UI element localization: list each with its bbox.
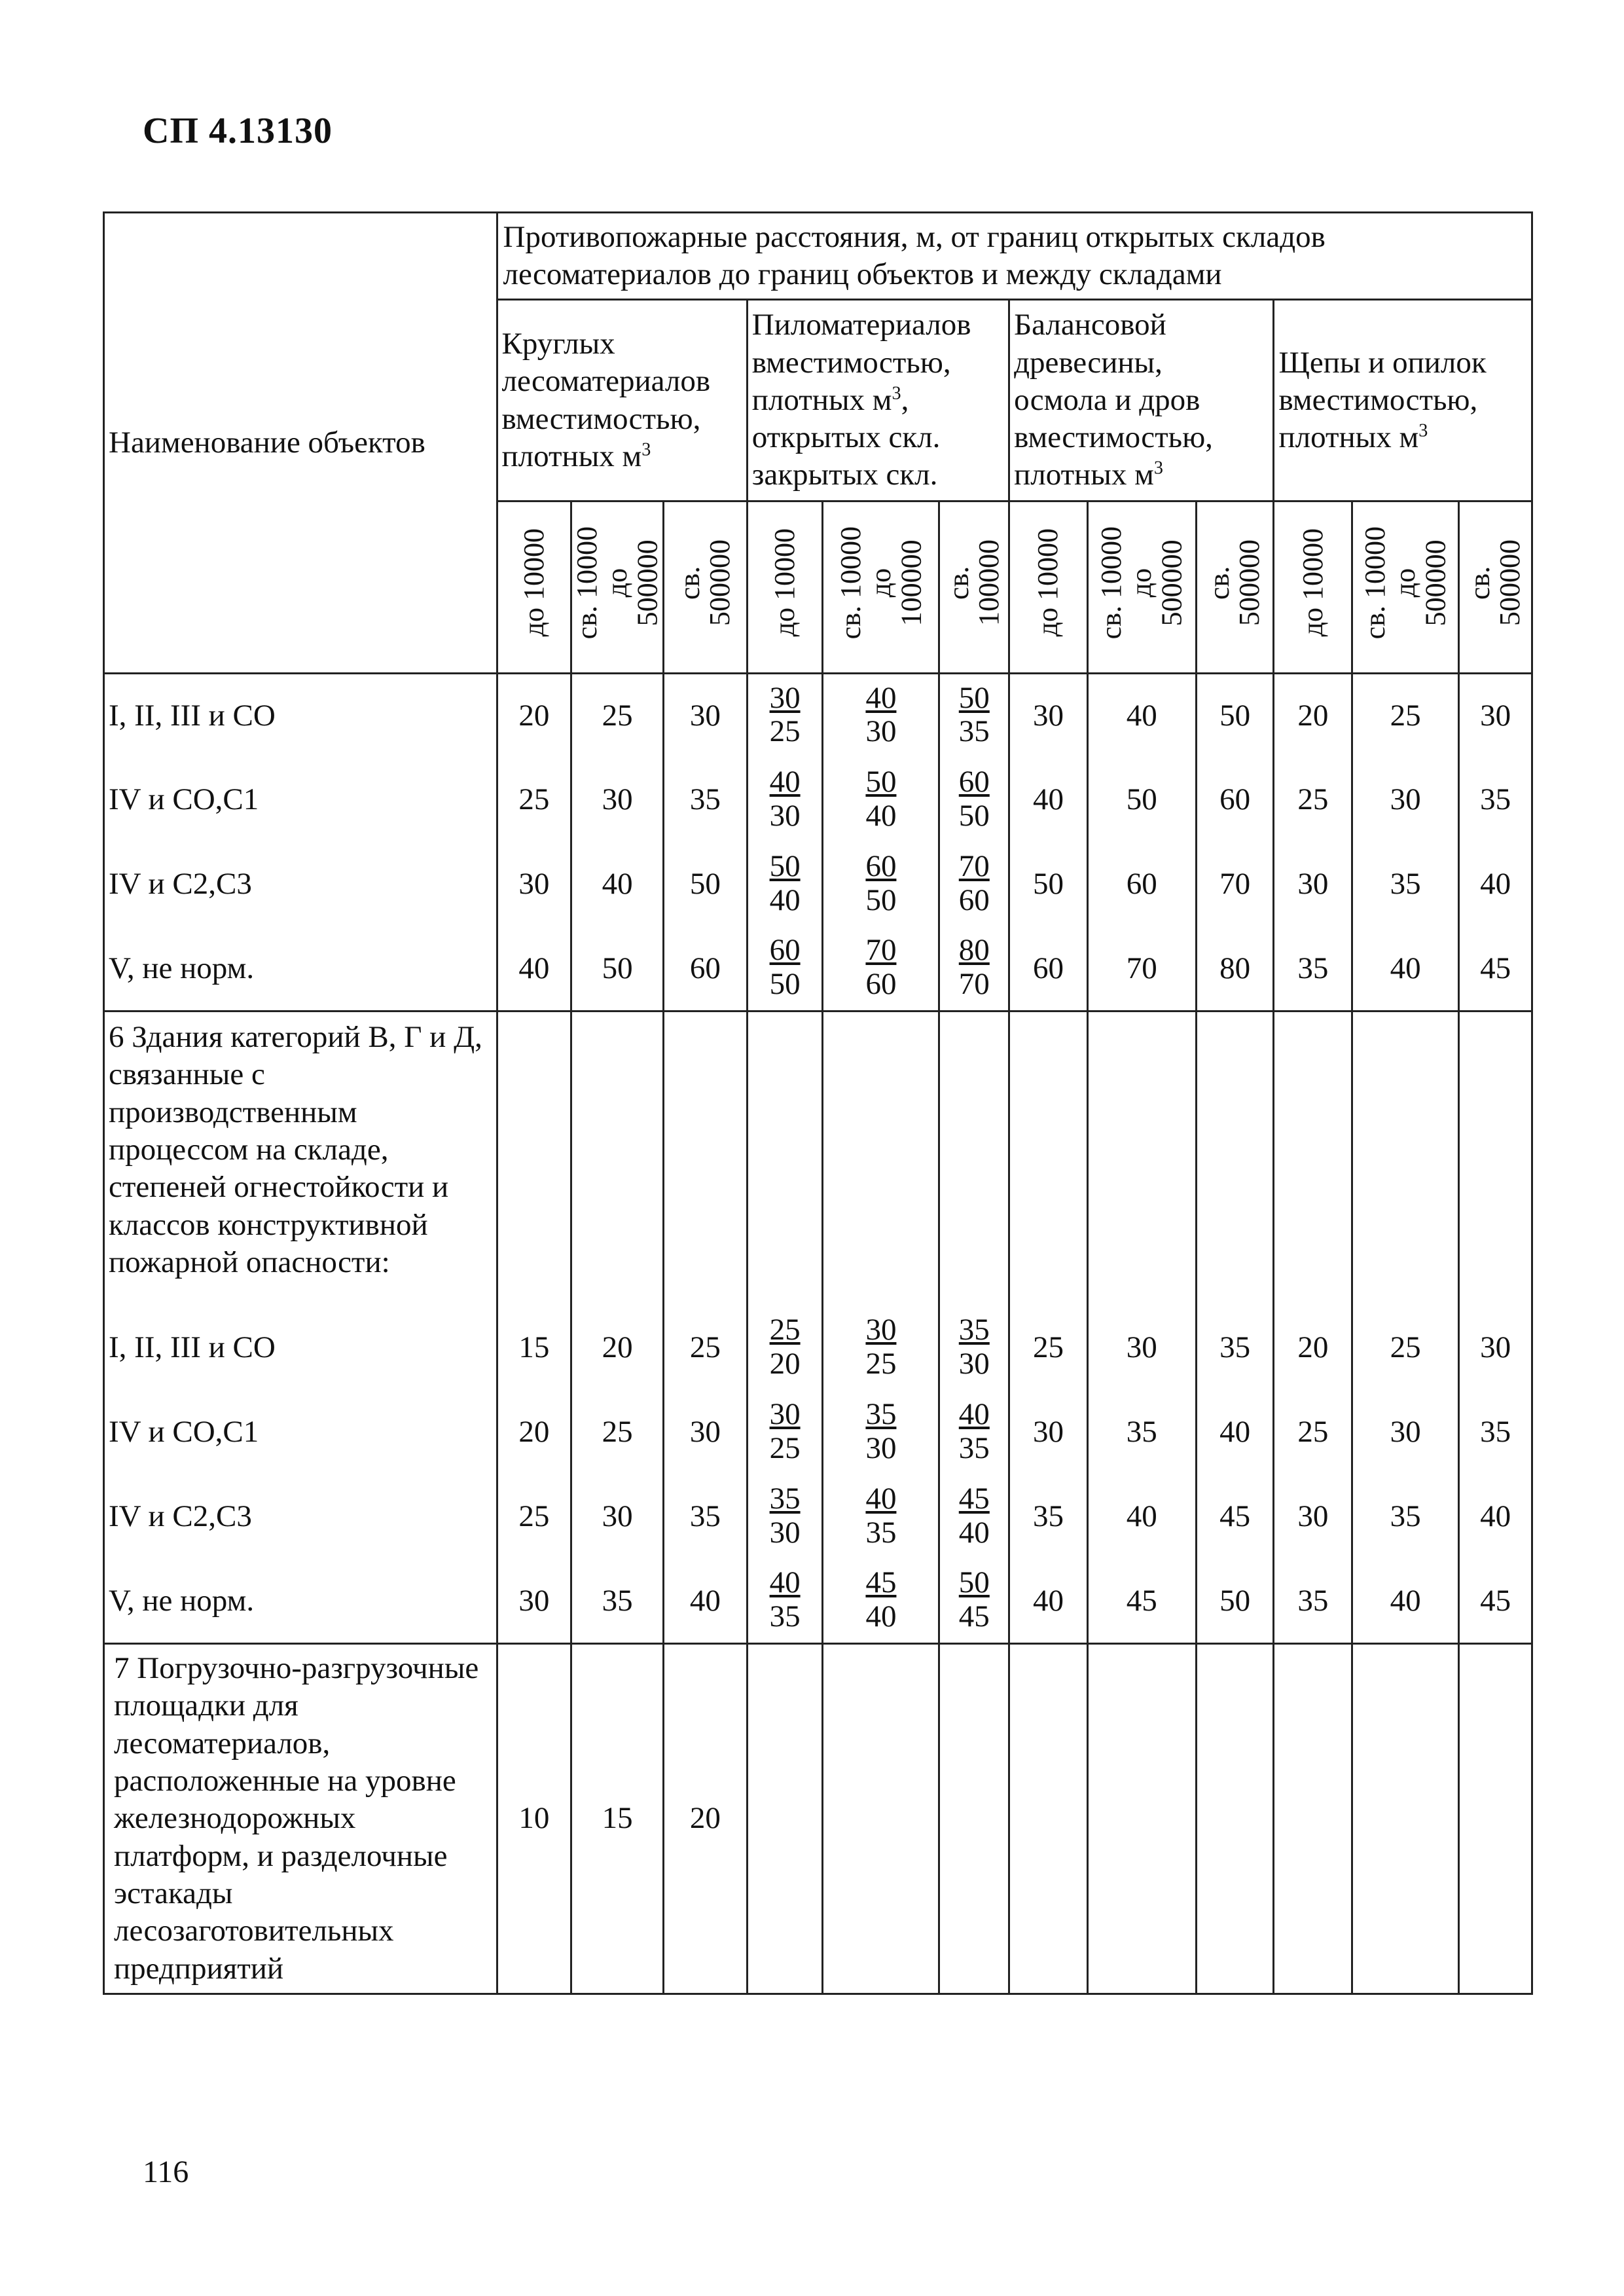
table-cell [939, 1475, 1009, 1559]
table-cell: 25 [571, 674, 664, 758]
fraction-value: $\frac{35}{30}$ [769, 1481, 801, 1550]
table-body-section-7 [104, 1644, 1532, 1994]
table-body-section-6 [104, 1011, 1532, 1644]
fraction-value: $\frac{35}{30}$ [958, 1312, 990, 1381]
header-group-line: Щепы и опилок [1278, 345, 1487, 380]
row-name: V, не норм. [104, 1559, 497, 1644]
table-cell [747, 1306, 823, 1391]
table-cell [1459, 1011, 1532, 1306]
table-cell: 60 [1009, 927, 1088, 1011]
table-row [104, 758, 1532, 843]
table-cell: 40 [1009, 1559, 1088, 1644]
table-cell: 35 [1009, 1475, 1088, 1559]
table-row [104, 1644, 1532, 1994]
table-cell [664, 1011, 748, 1306]
header-group-line: вместимостью, [501, 401, 701, 436]
row-name: IV и С2,С3 [104, 1475, 497, 1559]
header-subcolumn-11: св. 10000 до 500000 [1352, 501, 1459, 674]
header-group-line: плотных $м^3$, [751, 382, 909, 417]
fraction-value: $\frac{45}{40}$ [958, 1481, 990, 1550]
table-cell: 80 [1196, 927, 1274, 1011]
table-cell: 30 [1087, 1306, 1196, 1391]
header-group-line: Круглых [501, 326, 615, 361]
header-group-line: плотных $м^3$ [501, 439, 651, 473]
table-cell: 50 [1087, 758, 1196, 843]
table-cell: 30 [664, 1391, 748, 1475]
header-subcolumn-6: св. 100000 [939, 501, 1009, 674]
fraction-value: $\frac{35}{30}$ [865, 1396, 897, 1465]
table-cell: 10 [497, 1644, 571, 1994]
table-cell: 20 [1274, 1306, 1352, 1391]
header-group-line: вместимостью, [751, 345, 951, 380]
table-cell [571, 1011, 664, 1306]
fraction-value: $\frac{50}{40}$ [865, 764, 897, 833]
table-cell: 40 [664, 1559, 748, 1644]
table-cell: 40 [497, 927, 571, 1011]
table-cell: 40 [1352, 1559, 1459, 1644]
table-cell: 60 [1196, 758, 1274, 843]
header-subcolumn-7: до 10000 [1009, 501, 1088, 674]
header-group-line: закрытых скл. [751, 458, 938, 492]
header-subcolumn-2: св. 10000 до 500000 [571, 501, 664, 674]
fraction-value: $\frac{30}{25}$ [865, 1312, 897, 1381]
row-name: I, II, III и СО [104, 674, 497, 758]
table-cell [1009, 1644, 1088, 1994]
table-cell: 25 [497, 1475, 571, 1559]
table-cell: 30 [1459, 674, 1532, 758]
table-cell [823, 758, 939, 843]
table-cell: 60 [664, 927, 748, 1011]
table-cell: 30 [1274, 843, 1352, 927]
table-row [104, 1306, 1532, 1391]
table-cell [823, 1011, 939, 1306]
table-cell: 35 [664, 1475, 748, 1559]
fraction-value: $\frac{80}{70}$ [958, 933, 990, 1001]
header-subcolumn-1: до 10000 [497, 501, 571, 674]
header-subcolumn-9: св. 500000 [1196, 501, 1274, 674]
table-cell: 40 [1087, 674, 1196, 758]
fraction-value: $\frac{25}{20}$ [769, 1312, 801, 1381]
table-cell [747, 1475, 823, 1559]
table-cell [1274, 1644, 1352, 1994]
table-cell: 20 [497, 1391, 571, 1475]
table-cell: 30 [1459, 1306, 1532, 1391]
row-name: IV и С2,С3 [104, 843, 497, 927]
table-cell: 70 [1087, 927, 1196, 1011]
table-cell: 45 [1459, 1559, 1532, 1644]
header-subcolumn-8: св. 10000 до 500000 [1087, 501, 1196, 674]
table-cell [747, 1644, 823, 1994]
table-cell [747, 1559, 823, 1644]
table-cell [939, 758, 1009, 843]
table-row [104, 927, 1532, 1011]
table-cell: 25 [1274, 758, 1352, 843]
table-cell [823, 927, 939, 1011]
row-name: V, не норм. [104, 927, 497, 1011]
table-cell: 40 [1196, 1391, 1274, 1475]
table-row [104, 674, 1532, 758]
table-cell [747, 758, 823, 843]
table-cell: 45 [1459, 927, 1532, 1011]
table-cell [747, 1011, 823, 1306]
fraction-value: $\frac{50}{35}$ [958, 680, 990, 749]
fraction-value: $\frac{60}{50}$ [769, 933, 801, 1001]
table-cell: 40 [1087, 1475, 1196, 1559]
table-cell: 25 [1352, 674, 1459, 758]
table-cell: 25 [497, 758, 571, 843]
table-cell [939, 843, 1009, 927]
table-cell: 20 [664, 1644, 748, 1994]
table-cell: 30 [571, 758, 664, 843]
table-cell [497, 1011, 571, 1306]
table-header [104, 213, 1532, 674]
fraction-value: $\frac{40}{35}$ [958, 1396, 990, 1465]
table-cell [939, 1391, 1009, 1475]
table-cell: 50 [1009, 843, 1088, 927]
fraction-value: $\frac{70}{60}$ [958, 848, 990, 917]
table-cell: 30 [1352, 758, 1459, 843]
header-group-4 [1274, 300, 1532, 501]
fraction-value: $\frac{60}{50}$ [865, 848, 897, 917]
header-subcolumn-4: до 10000 [747, 501, 823, 674]
header-group-line: плотных $м^3$ [1278, 420, 1428, 455]
table-cell [939, 1306, 1009, 1391]
table-cell: 30 [1009, 1391, 1088, 1475]
table-cell: 35 [1274, 1559, 1352, 1644]
table-cell: 15 [497, 1306, 571, 1391]
fraction-value: $\frac{40}{35}$ [865, 1481, 897, 1550]
table-cell [939, 1011, 1009, 1306]
header-subcolumn-3: св. 500000 [664, 501, 748, 674]
table-cell: 50 [1196, 674, 1274, 758]
header-group-line: вместимостью, [1278, 382, 1478, 417]
table-cell: 30 [571, 1475, 664, 1559]
table-cell: 20 [497, 674, 571, 758]
table-cell: 30 [497, 1559, 571, 1644]
table-cell [747, 843, 823, 927]
table-cell: 35 [664, 758, 748, 843]
header-group-line: древесины, [1014, 345, 1163, 380]
fire-distance-table [103, 211, 1533, 1995]
table-cell: 45 [1087, 1559, 1196, 1644]
table-cell [823, 674, 939, 758]
table-cell [823, 1559, 939, 1644]
table-cell: 30 [1274, 1475, 1352, 1559]
table-cell [939, 927, 1009, 1011]
table-cell: 35 [1087, 1391, 1196, 1475]
table-cell: 30 [1009, 674, 1088, 758]
page-number: 116 [143, 2155, 189, 2189]
table-cell: 40 [1352, 927, 1459, 1011]
fraction-value: $\frac{30}{25}$ [769, 680, 801, 749]
table-cell: 35 [571, 1559, 664, 1644]
header-group-line: лесоматериалов [501, 364, 711, 399]
fraction-value: $\frac{50}{40}$ [769, 848, 801, 917]
table-cell [939, 1559, 1009, 1644]
table-cell: 25 [664, 1306, 748, 1391]
section-6-title: 6 Здания категорий В, Г и Д, связанные с производственным процессом на складе, степеней огнестойкости и классов конструктивной пожарной опасности: [104, 1011, 497, 1306]
header-subcolumn-12: св. 500000 [1459, 501, 1532, 674]
table-cell: 35 [1352, 843, 1459, 927]
fraction-value: $\frac{60}{50}$ [958, 764, 990, 833]
table-cell [1274, 1011, 1352, 1306]
table-cell [1196, 1644, 1274, 1994]
table-cell [1009, 1011, 1088, 1306]
table-row [104, 1475, 1532, 1559]
table-cell: 50 [1196, 1559, 1274, 1644]
table-cell [1459, 1644, 1532, 1994]
table-cell: 45 [1196, 1475, 1274, 1559]
table-row [104, 843, 1532, 927]
table-cell: 25 [1352, 1306, 1459, 1391]
table-body-group-1 [104, 674, 1532, 1011]
header-objects-name: Наименование объектов [104, 213, 497, 674]
document-code: СП 4.13130 [143, 111, 333, 151]
header-group-2 [747, 300, 1009, 501]
table-cell: 35 [1352, 1475, 1459, 1559]
table-cell: 50 [664, 843, 748, 927]
header-subcolumn-5: св. 10000 до 100000 [823, 501, 939, 674]
table-cell: 25 [1009, 1306, 1088, 1391]
table-row [104, 1391, 1532, 1475]
header-group-line: вместимостью, [1014, 420, 1213, 455]
fraction-value: $\frac{40}{30}$ [865, 680, 897, 749]
table-cell: 40 [1459, 1475, 1532, 1559]
table-cell: 35 [1459, 758, 1532, 843]
fraction-value: $\frac{40}{30}$ [769, 764, 801, 833]
fraction-value: $\frac{50}{45}$ [958, 1565, 990, 1633]
header-group-line: Пиломатериалов [751, 308, 971, 342]
header-group-3 [1009, 300, 1274, 501]
header-group-line: Балансовой [1014, 308, 1166, 342]
table-cell: 25 [571, 1391, 664, 1475]
header-group-line: плотных $м^3$ [1014, 458, 1163, 492]
fraction-value: $\frac{45}{40}$ [865, 1565, 897, 1633]
table-row [104, 1011, 1532, 1306]
table-cell [1087, 1644, 1196, 1994]
row-name: I, II, III и СО [104, 1306, 497, 1391]
table-cell: 40 [1459, 843, 1532, 927]
table-cell [823, 1644, 939, 1994]
table-cell [1352, 1644, 1459, 1994]
fraction-value: $\frac{70}{60}$ [865, 933, 897, 1001]
section-7-title: 7 Погрузочно-разгрузочные площадки для лесоматериалов, расположенные на уровне железнодорожных платформ, и разделочные эстакады лесозаготовительных предприятий [104, 1644, 497, 1994]
table-cell: 30 [664, 674, 748, 758]
table-cell: 30 [497, 843, 571, 927]
table-cell [823, 1391, 939, 1475]
table-cell [823, 843, 939, 927]
table-cell [1352, 1011, 1459, 1306]
table-cell: 30 [1352, 1391, 1459, 1475]
table-cell: 40 [571, 843, 664, 927]
table-cell [747, 674, 823, 758]
header-group-line: осмола и дров [1014, 382, 1200, 417]
fraction-value: $\frac{40}{35}$ [769, 1565, 801, 1633]
table-cell [939, 674, 1009, 758]
table-cell [1196, 1011, 1274, 1306]
table-cell: 35 [1274, 927, 1352, 1011]
row-name: IV и СО,С1 [104, 1391, 497, 1475]
row-name: IV и СО,С1 [104, 758, 497, 843]
header-subcolumn-10: до 10000 [1274, 501, 1352, 674]
table-cell [939, 1644, 1009, 1994]
table-cell: 40 [1009, 758, 1088, 843]
table-cell: 70 [1196, 843, 1274, 927]
table-cell: 20 [1274, 674, 1352, 758]
table-cell: 60 [1087, 843, 1196, 927]
header-group-line: открытых скл. [751, 420, 941, 455]
table-cell: 20 [571, 1306, 664, 1391]
table-row [104, 1559, 1532, 1644]
header-group-1 [497, 300, 747, 501]
fraction-value: $\frac{30}{25}$ [769, 1396, 801, 1465]
table-cell [1087, 1011, 1196, 1306]
table-cell: 25 [1274, 1391, 1352, 1475]
table-cell [823, 1475, 939, 1559]
table-cell: 35 [1459, 1391, 1532, 1475]
table-cell [823, 1306, 939, 1391]
table-cell [747, 1391, 823, 1475]
table-cell: 15 [571, 1644, 664, 1994]
header-distances: Противопожарные расстояния, м, от границ открытых складов лесоматериалов до границ объектов и между складами [497, 213, 1532, 300]
table-cell: 50 [571, 927, 664, 1011]
table-cell: 35 [1196, 1306, 1274, 1391]
table-cell [747, 927, 823, 1011]
